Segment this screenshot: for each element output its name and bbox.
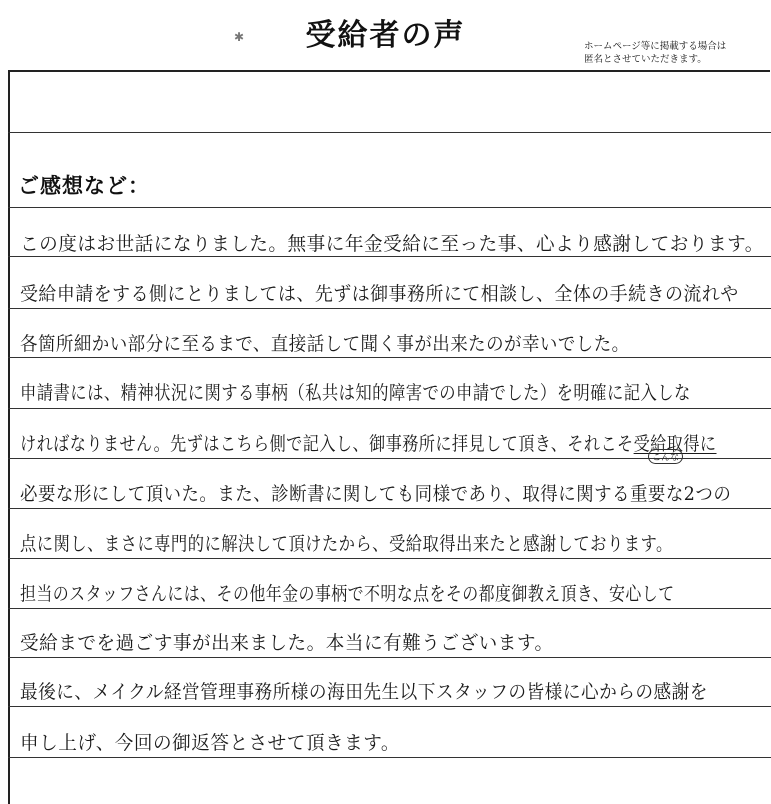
rule-line xyxy=(8,657,771,658)
rule-line xyxy=(8,256,771,257)
letter-line: 担当のスタッフさんには、その他年金の事柄で不明な点をその都度御教え頂き、安心して xyxy=(20,583,675,605)
letter-line xyxy=(20,429,716,456)
anonymity-note xyxy=(584,40,726,66)
underlined-phrase: 受給取得に xyxy=(633,433,717,455)
rule-line xyxy=(8,608,771,609)
letter-line: 申し上げ、今回の御返答とさせて頂きます。 xyxy=(20,732,400,754)
letter-line-text: ければなりません。先ずはこちら側で記入し、御事務所に拝見して頂き、それこそ xyxy=(20,433,634,455)
anonymity-note-line1: ホームページ等に掲載する場合は xyxy=(584,41,727,52)
rule-line xyxy=(8,207,771,208)
letter-line-suffix: 2つの xyxy=(683,483,732,505)
handwritten-insertion: こんな xyxy=(648,449,683,464)
rule-line xyxy=(8,357,771,358)
letter-line: 受給までを過ごす事が出来ました。本当に有難うございます。 xyxy=(20,632,554,654)
scan-speck: ✱ xyxy=(234,30,245,44)
letter-line: この度はお世話になりました。無事に年金受給に至った事、心より感謝しております。 xyxy=(20,233,764,255)
rule-line xyxy=(8,508,771,509)
comments-label: ご感想など： xyxy=(18,174,150,198)
anonymity-note-line2: 匿名とさせていただきます。 xyxy=(584,54,707,65)
rule-line xyxy=(8,308,771,309)
letter-line-text: 必要な形にして頂いた。また、診断書に関しても同様であり、取得に関する重要な xyxy=(20,483,684,505)
letter-line: 最後に、メイクル経営管理事務所様の海田先生以下スタッフの皆様に心からの感謝を xyxy=(20,681,708,703)
letter-line xyxy=(20,479,731,506)
rule-line xyxy=(8,558,771,559)
letter-line: 受給申請をする側にとりましては、先ずは御事務所にて相談し、全体の手続きの流れや xyxy=(20,283,739,305)
page-title: 受給者の声 xyxy=(305,18,466,53)
letter-line: 申請書には、精神状況に関する事柄（私共は知的障害での申請でした）を明確に記入しな xyxy=(20,382,691,404)
rule-line xyxy=(8,706,771,707)
rule-line xyxy=(8,132,771,133)
letter-line: 各箇所細かい部分に至るまで、直接話して聞く事が出来たのが幸いでした。 xyxy=(20,333,630,355)
rule-line xyxy=(8,408,771,409)
letter-line: 点に関し、まさに専門的に解決して頂けたから、受給取得出来たと感謝しております。 xyxy=(20,533,673,555)
rule-line xyxy=(8,757,771,758)
